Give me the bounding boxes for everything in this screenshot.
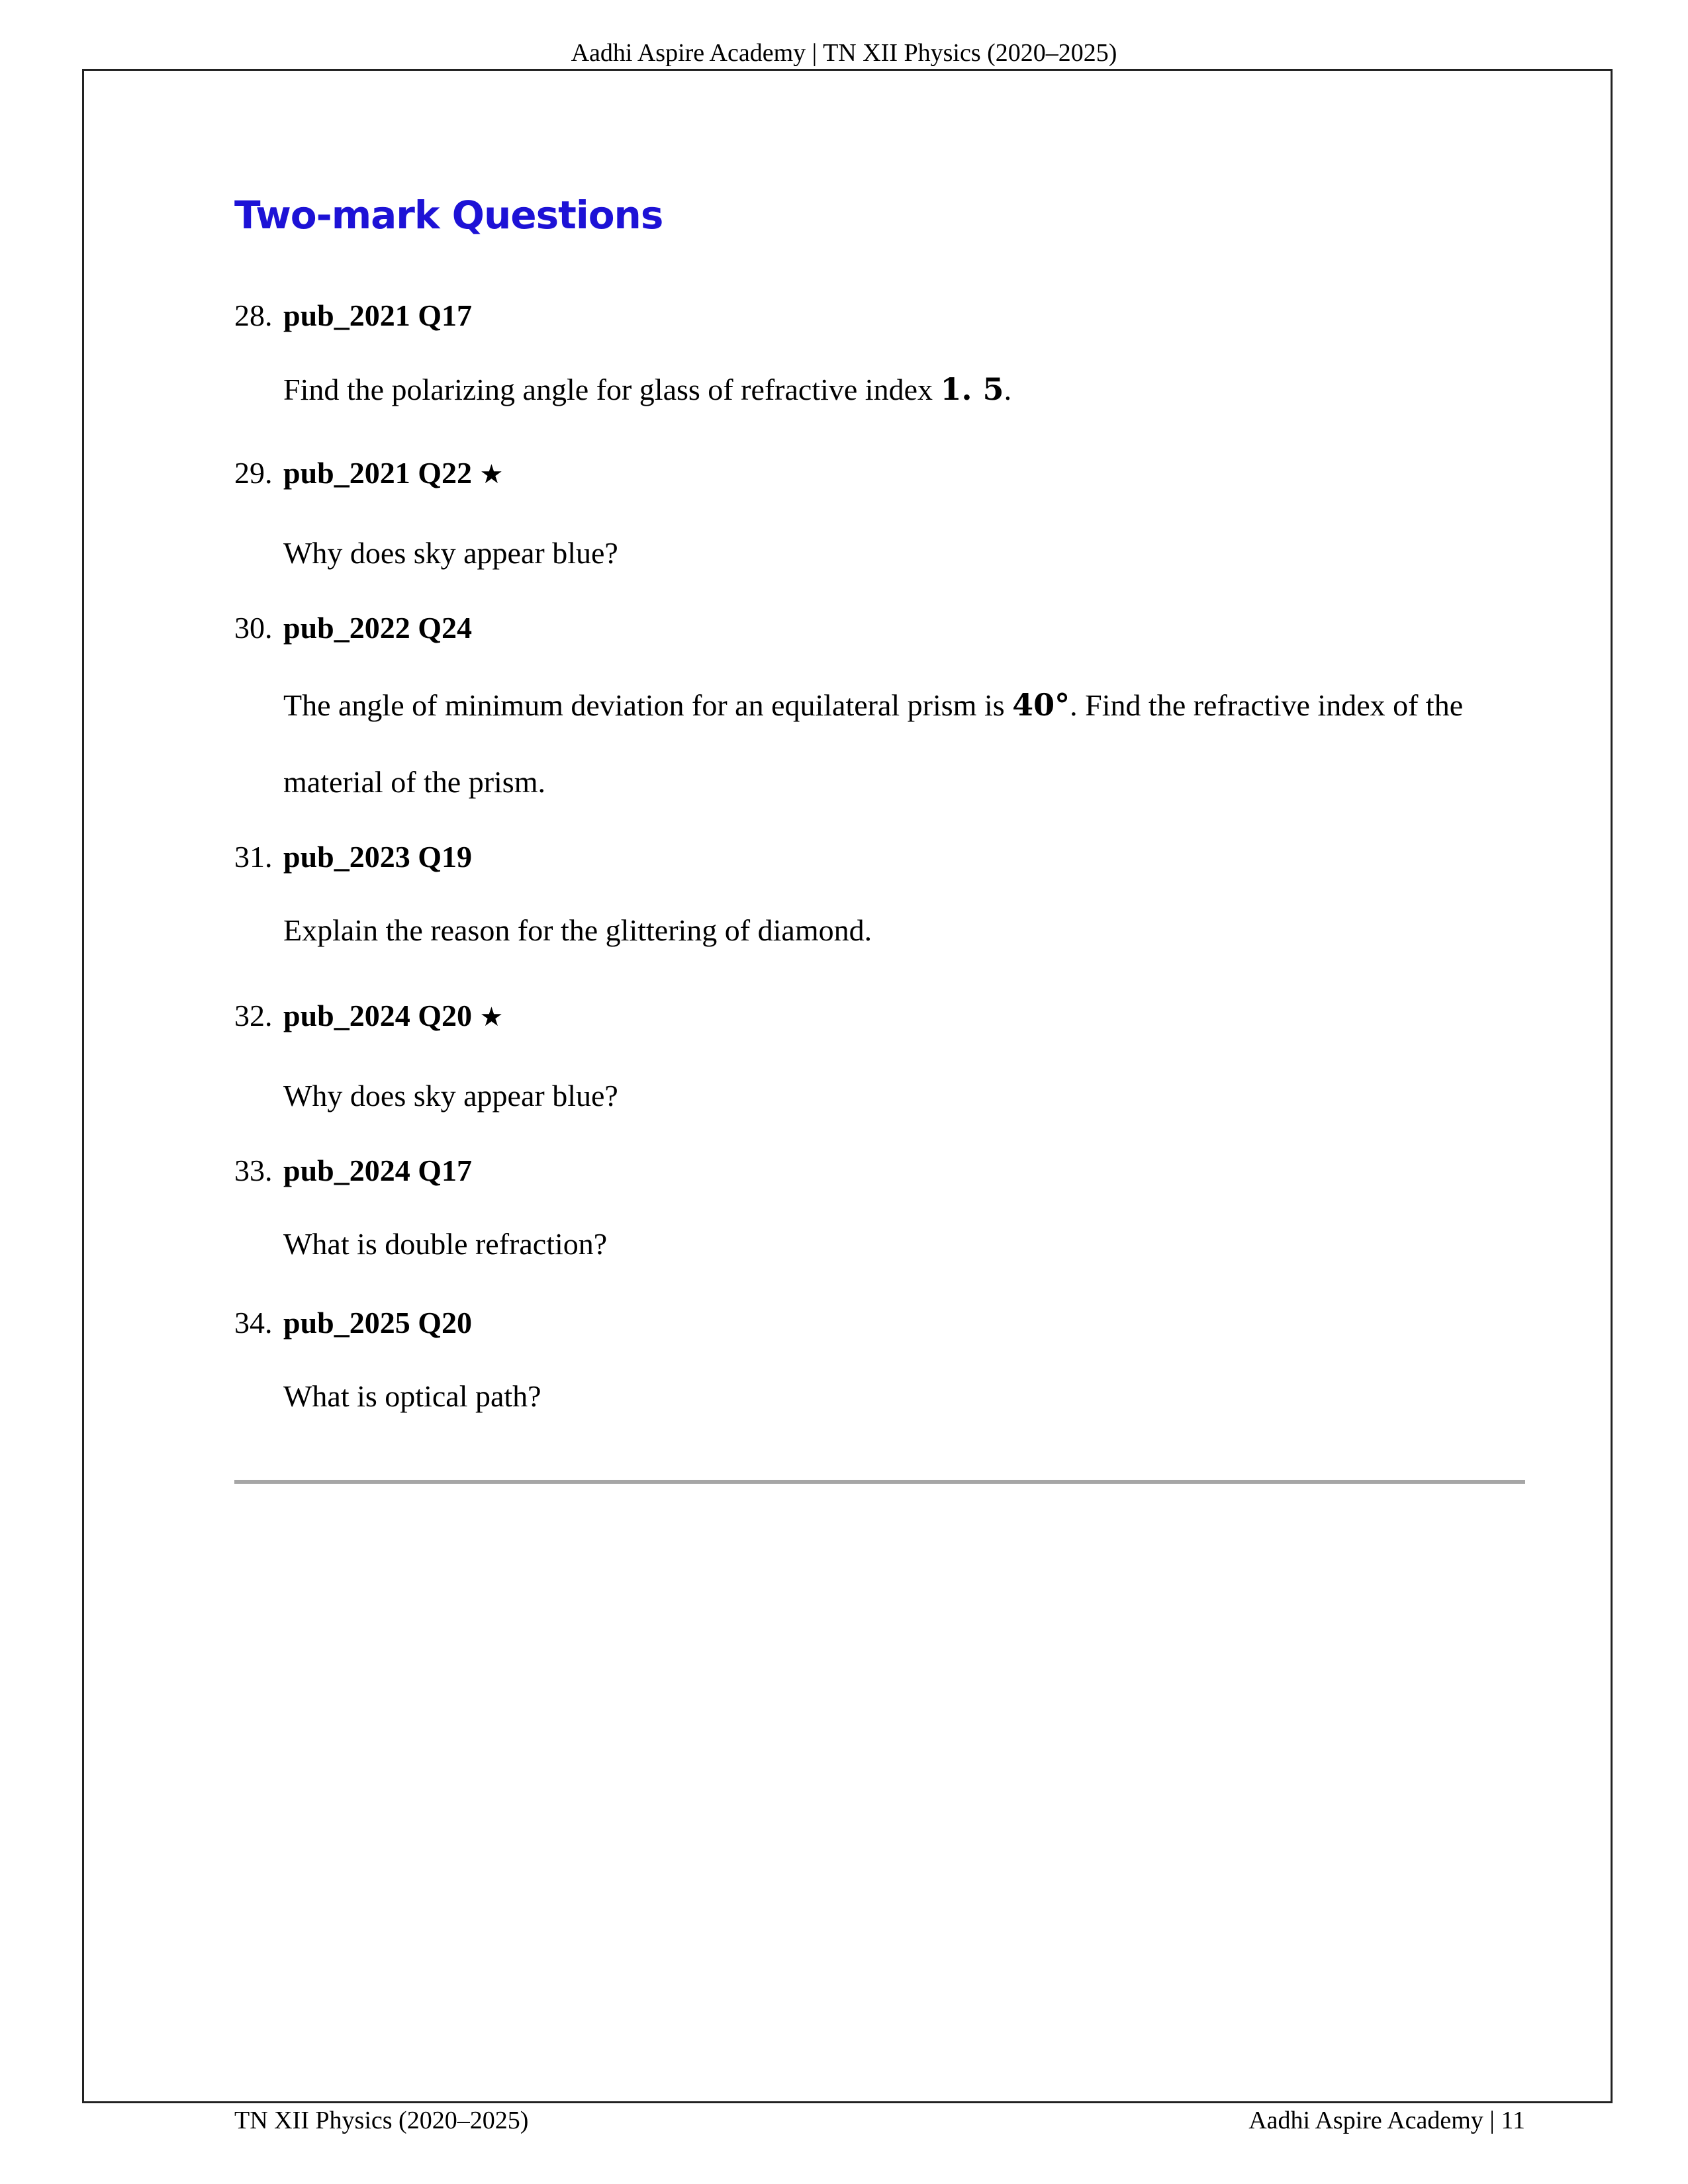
question-source xyxy=(283,298,472,334)
question-source-label: pub_2022 Q24 xyxy=(283,611,473,645)
question-number: 30. xyxy=(234,611,273,645)
question-text: The angle of minimum deviation for an equilateral prism is 40°. Find the refractive index of the material of the prism. xyxy=(283,687,1464,799)
question-number: 34. xyxy=(234,1306,273,1340)
question-source xyxy=(283,839,472,875)
question-source-label: pub_2021 Q22 xyxy=(283,456,473,490)
question-source xyxy=(283,610,472,646)
question-number: 28. xyxy=(234,298,273,332)
question-source-label: pub_2024 Q17 xyxy=(283,1154,473,1187)
section-title: Two-mark Questions xyxy=(234,193,663,238)
question-source-label: pub_2025 Q20 xyxy=(283,1306,473,1340)
question-number: 33. xyxy=(234,1154,273,1187)
question-source-label: pub_2021 Q17 xyxy=(283,298,473,332)
question-text: What is optical path? xyxy=(283,1379,541,1413)
math-value: 40° xyxy=(1012,687,1070,723)
footer-left: TN XII Physics (2020–2025) xyxy=(234,2107,529,2134)
footer-right: Aadhi Aspire Academy | 11 xyxy=(1248,2107,1525,2134)
section-divider xyxy=(234,1480,1525,1484)
star-icon: ★ xyxy=(479,1002,504,1032)
question-number: 32. xyxy=(234,999,273,1032)
question-number: 29. xyxy=(234,456,273,490)
question-number: 31. xyxy=(234,840,273,874)
star-icon: ★ xyxy=(479,459,504,490)
question-text: Find the polarizing angle for glass of refractive index 1. 5. xyxy=(283,371,1012,407)
question-source xyxy=(283,1305,472,1341)
math-value: 1. 5 xyxy=(940,371,1004,407)
question-text: What is double refraction? xyxy=(283,1227,608,1261)
question-text: Why does sky appear blue? xyxy=(283,1079,618,1113)
question-text: Why does sky appear blue? xyxy=(283,536,618,570)
question-source-label: pub_2024 Q20 xyxy=(283,999,473,1032)
question-source xyxy=(283,1153,472,1189)
running-header: Aadhi Aspire Academy | TN XII Physics (2020–2025) xyxy=(571,39,1117,67)
question-text: Explain the reason for the glittering of diamond. xyxy=(283,913,872,947)
question-source xyxy=(283,455,503,492)
question-source-label: pub_2023 Q19 xyxy=(283,840,473,874)
question-source xyxy=(283,998,503,1035)
